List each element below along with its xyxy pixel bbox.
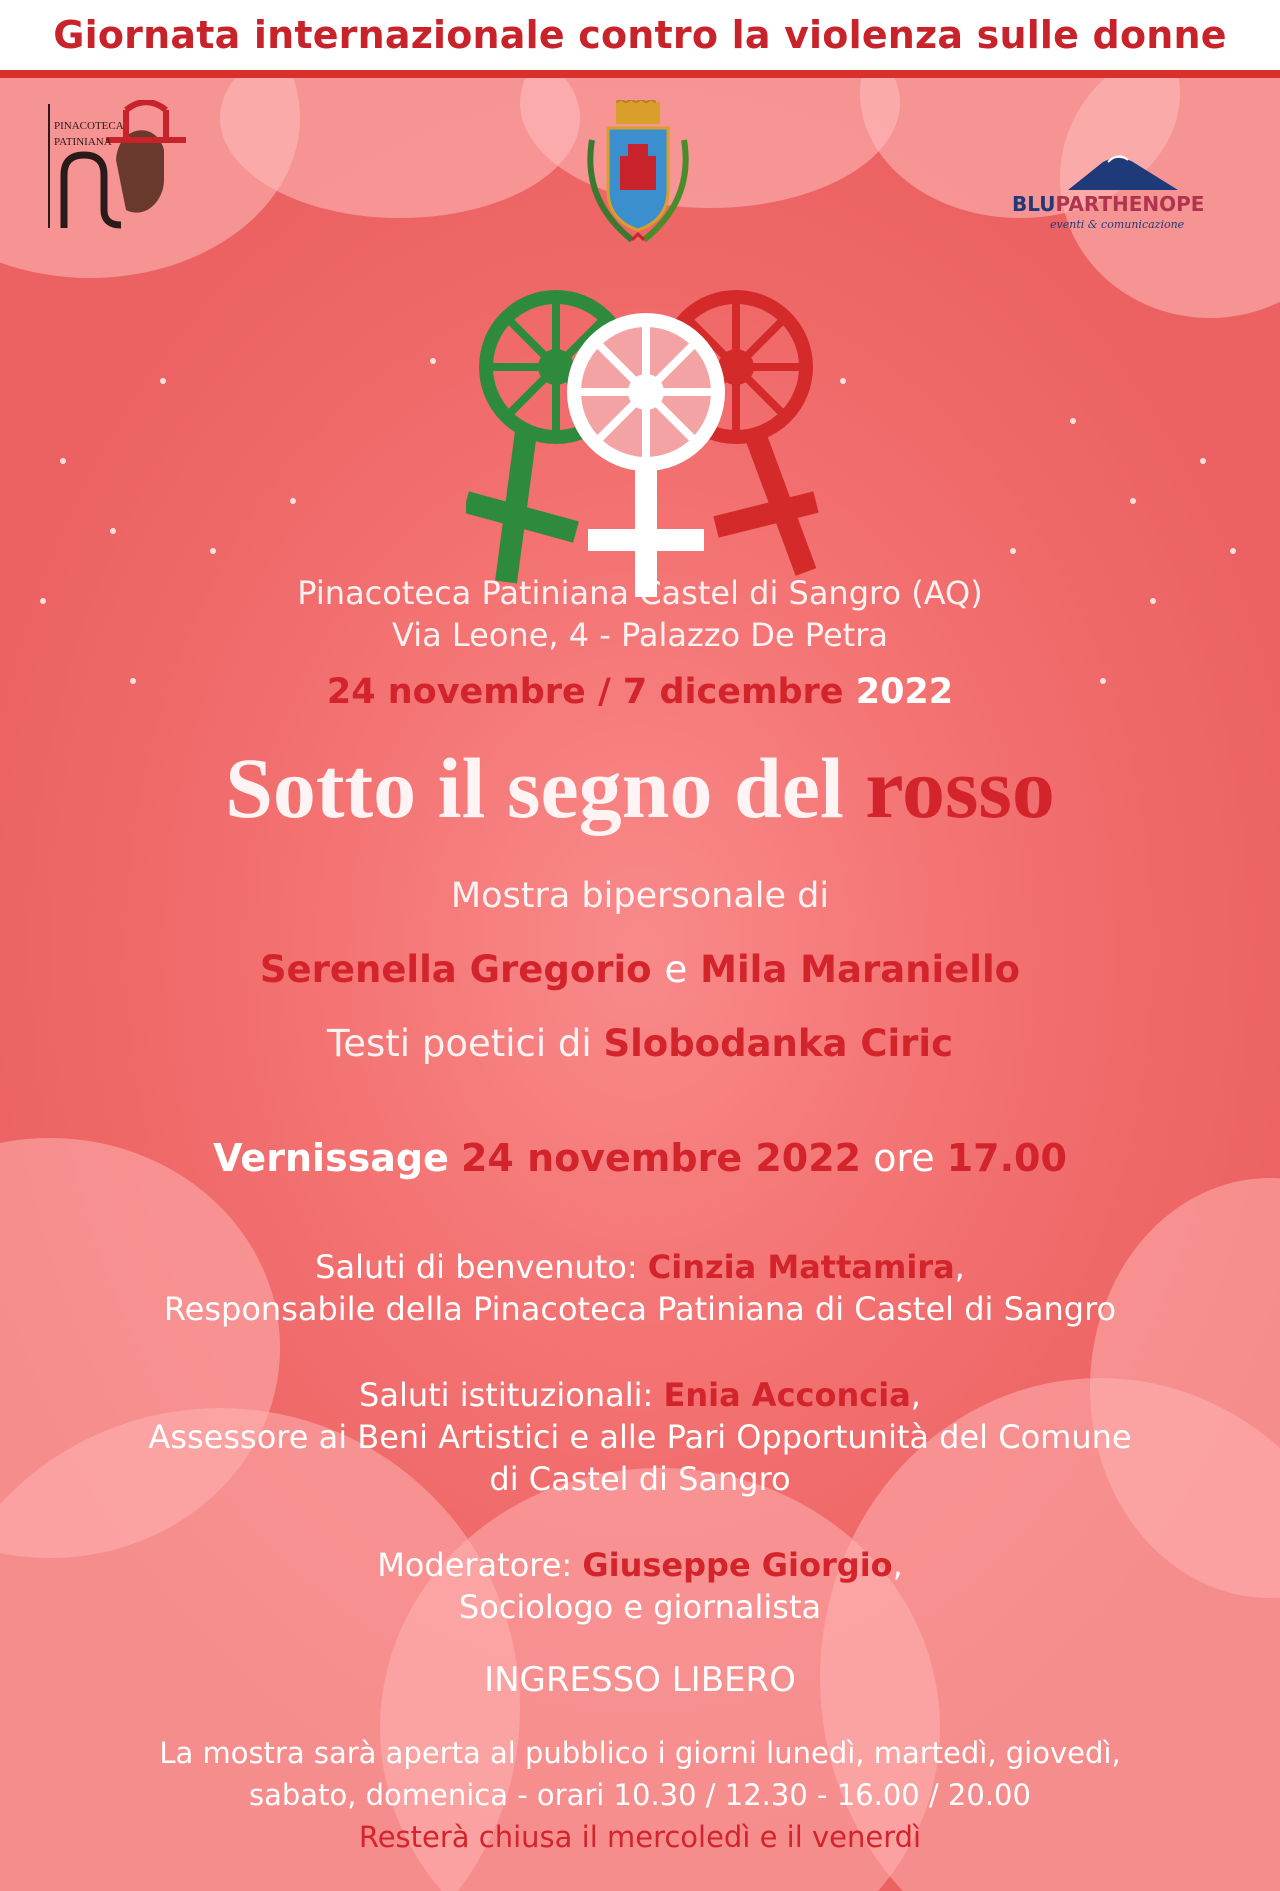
welcome-label: Saluti di benvenuto: [315,1248,638,1286]
date-year: 2022 [855,672,954,712]
inst-name: Enia Acconcia [663,1376,911,1414]
admission: INGRESSO LIBERO [484,1660,796,1700]
white-women-symbol [574,320,718,597]
vernissage-date: 24 novembre 2022 [460,1136,862,1180]
snow-dot [160,378,166,384]
snow-dot [1230,548,1236,554]
mod-name: Giuseppe Giorgio [582,1546,893,1584]
snow-dot [1010,548,1016,554]
snow-dot [430,358,436,364]
pinacoteca-line1: PINACOTECA [54,120,124,132]
inst-role-2: di Castel di Sangro [489,1460,791,1498]
snow-dot [110,528,116,534]
mod-role: Sociologo e giornalista [458,1588,822,1626]
mod-label: Moderatore: [377,1546,573,1584]
vernissage-line [0,1136,1280,1180]
blu-parthenope-logo [1008,148,1238,238]
romani-women-symbol-icon [466,282,826,602]
exhibition-subtitle: Mostra bipersonale di [450,876,830,916]
snow-dot [1200,458,1206,464]
vernissage-ore: ore [873,1136,935,1180]
hours-line-2: sabato, domenica - orari 10.30 / 12.30 - 16.00 / 20.00 [249,1778,1031,1812]
blu-name-b: PARTHENOPE [1055,192,1205,216]
inst-comma: , [910,1376,921,1414]
artist-conj: e [664,948,688,991]
vernissage-time: 17.00 [946,1136,1067,1180]
moderator-line [0,1546,1280,1584]
snow-dot [840,378,846,384]
welcome-role: Responsabile della Pinacoteca Patiniana di Castel di Sangro [163,1290,1117,1328]
artist-2: Mila Maraniello [700,948,1021,991]
pinacoteca-line2: PATINIANA [54,136,112,148]
artists-line [0,948,1280,991]
date-range [0,672,1280,712]
poster [0,78,1280,1891]
hours-line-1: La mostra sarà aperta al pubblico i giorni lunedì, martedì, giovedì, [159,1736,1121,1770]
welcome-comma: , [954,1248,965,1286]
blu-name-a: BLU [1012,192,1056,216]
welcome-line [0,1248,1280,1286]
poetry-label: Testi poetici di [326,1022,592,1065]
snow-dot [60,458,66,464]
mod-comma: , [892,1546,903,1584]
pinacoteca-logo [46,100,196,232]
poet-name: Slobodanka Ciric [603,1022,954,1065]
vernissage-label: Vernissage [213,1136,449,1180]
welcome-name: Cinzia Mattamira [647,1248,955,1286]
main-title-accent: rosso [865,740,1055,836]
venue-line2: Via Leone, 4 - Palazzo De Petra [392,616,888,654]
date-range-text: 24 novembre / 7 dicembre [326,672,844,712]
cloud-top-mid [520,78,900,208]
venue-line1: Pinacoteca Patiniana Castel di Sangro (AQ) [297,574,983,612]
header-bar [0,0,1280,78]
institutional-line [0,1376,1280,1414]
artist-1: Serenella Gregorio [259,948,652,991]
city-coat-of-arms-icon [582,100,694,250]
inst-label: Saluti istituzionali: [359,1376,654,1414]
poetry-line [0,1022,1280,1065]
snow-dot [1070,418,1076,424]
snow-dot [210,548,216,554]
main-title [0,738,1280,838]
snow-dot [290,498,296,504]
inst-role-1: Assessore ai Beni Artistici e alle Pari Opportunità del Comune [148,1418,1132,1456]
main-title-text: Sotto il segno del [225,740,844,836]
hours-closed: Resterà chiusa il mercoledì e il venerdì [358,1820,922,1854]
header-title: Giornata internazionale contro la violenza sulle donne [53,13,1227,57]
snow-dot [1130,498,1136,504]
blu-tagline: eventi & comunicazione [1050,218,1185,231]
